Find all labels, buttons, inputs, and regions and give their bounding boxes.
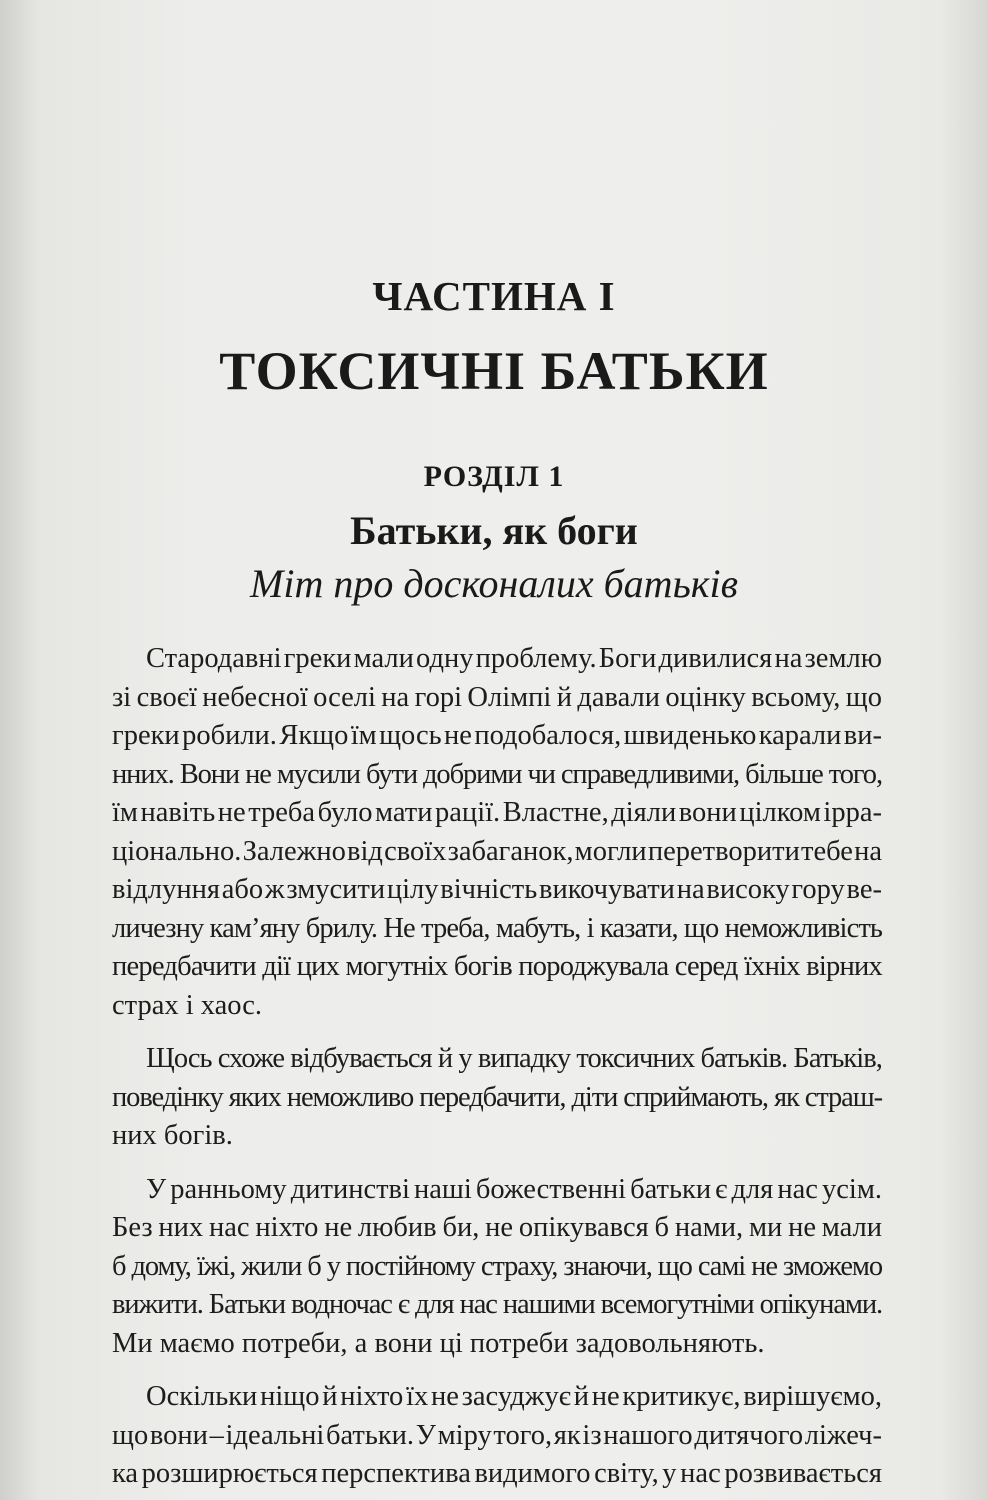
text-line: У ранньому дитинстві наші божественні батьки є для нас усім. (146, 1173, 882, 1205)
text-line: Щось схоже відбувається й у випадку токсичних батьків. Батьків, (146, 1043, 882, 1074)
text-line: Без них нас ніхто не любив би, не опікувався б нами, ми не мали (112, 1212, 882, 1243)
text-line: личезну кам’яну брилу. Не треба, мабуть, і казати, що неможливість (112, 912, 882, 944)
text-line: Ми маємо потреби, а вони ці потреби задовольняють. (112, 1327, 765, 1359)
text-line: зі своєї небесної оселі на горі Олімпі й давали оцінку всьому, що (112, 681, 882, 713)
text-line: передбачити дії цих могутніх богів породжувала серед їхніх вірних (112, 951, 882, 982)
paragraph-1 (112, 640, 882, 1025)
part-title: ЧАСТИНА I (372, 273, 616, 319)
chapter-subtitle: Міт про досконалих батьків (250, 561, 738, 606)
text-line: їм навіть не треба було мати рації. Властне, діяли вони цілком ірра- (112, 797, 882, 828)
paragraph-2 (112, 1040, 882, 1156)
text-line: відлуння або ж змусити цілу вічність викочувати на високу гору ве- (112, 874, 882, 905)
text-line: греки робили. Якщо їм щось не подобалося, швиденько карали ви- (112, 720, 882, 751)
text-line: страх і хаос. (112, 989, 263, 1021)
part-subtitle: ТОКСИЧНІ БАТЬКИ (219, 341, 769, 401)
text-line: них богів. (112, 1120, 233, 1151)
paragraph-4 (112, 1378, 882, 1494)
text-line: б дому, їжі, жили б у постійному страху, знаючи, що самі не зможемо (112, 1250, 882, 1282)
chapter-title: Батьки, як боги (350, 508, 638, 553)
text-line: ціонально. Залежно від своїх забаганок, могли перетворити тебе на (112, 835, 882, 867)
text-line: Стародавні греки мали одну проблему. Боги дивилися на землю (146, 643, 882, 674)
paragraph-3 (112, 1171, 882, 1364)
text-line: поведінку яких неможливо передбачити, діти сприймають, як страш- (112, 1081, 882, 1113)
body-text (112, 640, 882, 1500)
text-line: Оскільки ніщо й ніхто їх не засуджує й не критикує, вирішуємо, (146, 1381, 882, 1412)
text-line: ка розширюється перспектива видимого світу, у нас розвивається (112, 1458, 882, 1489)
text-line: нних. Вони не мусили бути добрими чи справедливими, більше того, (112, 758, 882, 790)
text-line: вижити. Батьки водночас є для нас нашими всемогутніми опікунами. (112, 1289, 882, 1320)
text-line: що вони – ідеальні батьки. У міру того, як із нашого дитячого ліжеч- (112, 1419, 882, 1451)
chapter-number: РОЗДІЛ 1 (423, 460, 565, 493)
